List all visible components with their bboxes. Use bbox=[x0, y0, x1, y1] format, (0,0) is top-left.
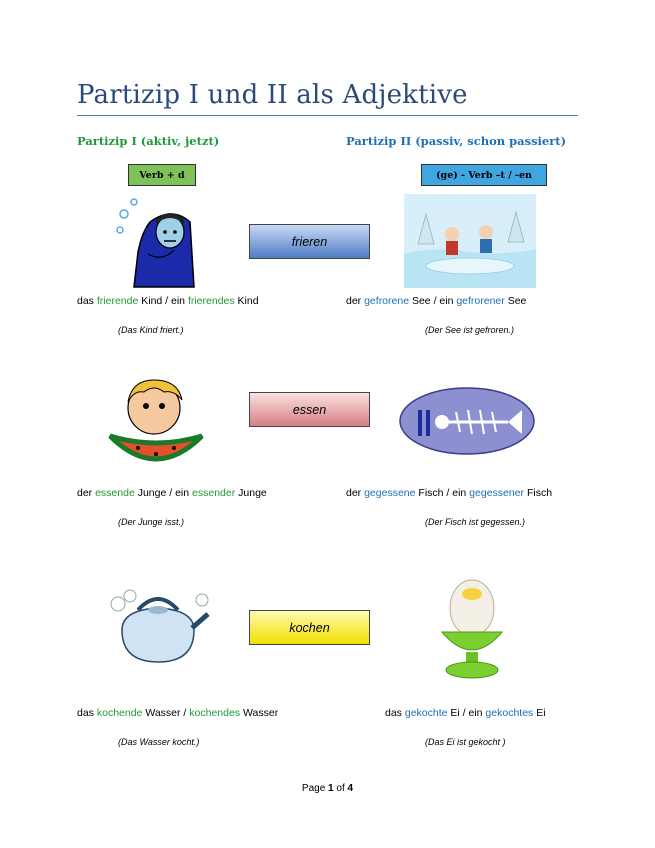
boy-eating-watermelon-illustration bbox=[104, 372, 208, 478]
page-number-footer: Page 1 of 4 bbox=[301, 783, 354, 794]
partizip1-heading: Partizip I (aktiv, jetzt) bbox=[77, 134, 220, 148]
partizip2-example: (Das Ei ist gekocht ) bbox=[425, 737, 506, 747]
partizip2-heading: Partizip II (passiv, schon passiert) bbox=[346, 134, 567, 148]
verb-box-kochen: kochen bbox=[249, 610, 370, 645]
boiling-kettle-illustration bbox=[104, 584, 212, 668]
partizip2-formula-box: (ge) - Verb –t / -en bbox=[421, 164, 547, 186]
partizip2-example: (Der Fisch ist gegessen.) bbox=[425, 517, 526, 527]
verb-box-essen: essen bbox=[249, 392, 370, 427]
partizip1-sentence: der essende Junge / ein essender Junge bbox=[77, 487, 267, 499]
boiled-egg-in-cup-illustration bbox=[432, 576, 512, 680]
fish-skeleton-plate-illustration bbox=[398, 386, 536, 456]
partizip1-example: (Das Kind friert.) bbox=[118, 325, 184, 335]
partizip1-example: (Der Junge isst.) bbox=[118, 517, 185, 527]
frozen-lake-illustration bbox=[404, 194, 536, 288]
partizip1-sentence: das frierende Kind / ein frierendes Kind bbox=[77, 295, 259, 307]
partizip1-sentence: das kochende Wasser / kochendes Wasser bbox=[77, 707, 279, 719]
partizip2-example: (Der See ist gefroren.) bbox=[425, 325, 515, 335]
freezing-child-illustration bbox=[112, 192, 208, 292]
partizip2-sentence: der gefrorene See / ein gefrorener See bbox=[346, 295, 527, 307]
page-title: Partizip I und II als Adjektive bbox=[77, 80, 468, 110]
title-underline bbox=[77, 115, 578, 116]
partizip2-sentence: das gekochte Ei / ein gekochtes Ei bbox=[385, 707, 546, 719]
partizip1-example: (Das Wasser kocht.) bbox=[118, 737, 200, 747]
verb-box-frieren: frieren bbox=[249, 224, 370, 259]
partizip2-sentence: der gegessene Fisch / ein gegessener Fisch bbox=[346, 487, 553, 499]
partizip1-formula-box: Verb + d bbox=[128, 164, 196, 186]
